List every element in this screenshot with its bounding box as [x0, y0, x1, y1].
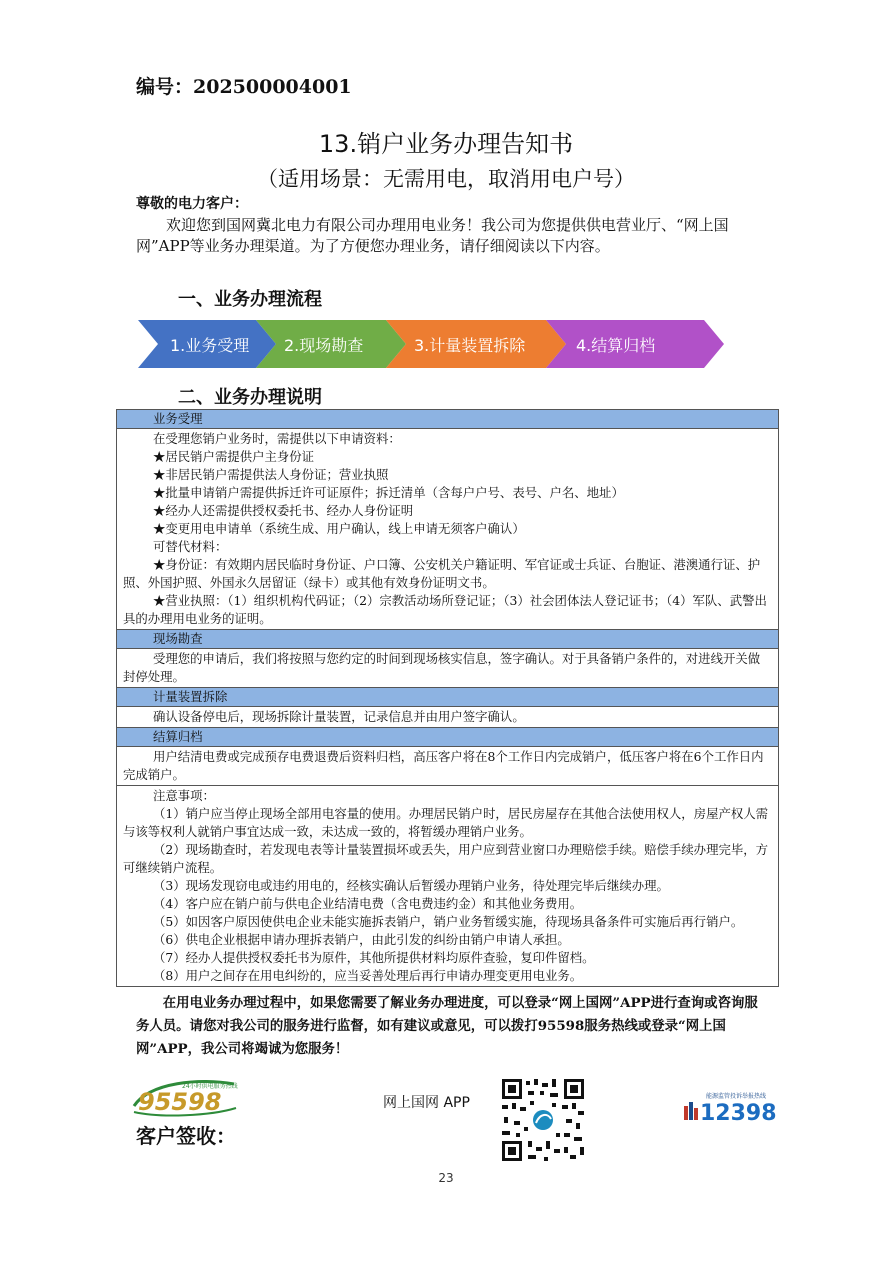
note-item: （1）销户应当停止现场全部用电容量的使用。办理居民销户时，居民房屋存在其他合法使用权人，房屋产权人需与该等权利人就销户事宜达成一致，未达成一致的，将暂缓办理销户业务。: [123, 806, 769, 839]
page-number: 23: [438, 1171, 454, 1185]
hotline-logo-number: 95598: [138, 1088, 222, 1116]
table-body-survey: 受理您的申请后，我们将按照与您约定的时间到现场核实信息，签字确认。对于具备销户条件的，对进线开关做封停处理。: [117, 649, 778, 688]
customer-signature-label: 客户签收：: [136, 1124, 236, 1148]
qr-code-graphic: [500, 1077, 586, 1163]
note-item: （5）如因客户原因使供电企业未能实施拆表销户，销户业务暂缓实施，待现场具备条件可实施后再行销户。: [153, 914, 744, 929]
instructions-table: [116, 409, 779, 987]
table-header-settlement: 结算归档: [117, 728, 778, 747]
acceptance-line: 在受理您销户业务时，需提供以下申请资料：: [153, 431, 401, 446]
note-item: （7）经办人提供授权委托书为原件，其他所提供材料均原件查验，复印件留档。: [153, 950, 595, 965]
note-item: （2）现场勘查时，若发现电表等计量装置损坏或丢失，用户应到营业窗口办理赔偿手续。赔偿手续办理完毕，方可继续销户流程。: [123, 842, 769, 875]
note-item: （4）客户应在销户前与供电企业结清电费（含电费违约金）和其他业务费用。: [153, 896, 583, 911]
acceptance-line: ★居民销户需提供户主身份证: [153, 449, 315, 464]
closing-paragraph: 在用电业务办理过程中，如果您需要了解业务办理进度，可以登录“网上国网”APP进行查询或咨询服务人员。请您对我公司的服务进行监督，如有建议或意见，可以拨打95598服务热线或登录“网上国网”APP，我公司将竭诚为您服务！: [136, 995, 758, 1057]
flow-step-1: 1.业务受理: [170, 336, 250, 355]
page-subtitle: （适用场景：无需用电，取消用电户号）: [257, 167, 635, 191]
table-body-notes: [117, 786, 778, 986]
acceptance-line: ★变更用电申请单（系统生成、用户确认，线上申请无须客户确认）: [153, 521, 525, 536]
acceptance-line: ★批量申请销户需提供拆迁许可证原件；拆迁清单（含每户户号、表号、户名、地址）: [153, 485, 624, 500]
flow-step-3: 3.计量装置拆除: [414, 336, 526, 355]
section-heading-instructions: 二、业务办理说明: [178, 387, 322, 408]
table-header-acceptance: 业务受理: [117, 410, 778, 429]
section-heading-process: 一、业务办理流程: [178, 289, 322, 310]
regulator-12398-logo: [684, 1090, 780, 1126]
regulator-logo-tagline: 能源监管投诉举报热线: [706, 1093, 767, 1100]
process-flow: [138, 320, 728, 368]
flow-step-2: 2.现场勘查: [284, 336, 364, 355]
acceptance-line: ★身份证：有效期内居民临时身份证、户口簿、公安机关户籍证明、军官证或士兵证、台胞证、港澳通行证、护照、外国护照、外国永久居留证（绿卡）或其他有效身份证明文书。: [123, 557, 761, 590]
notes-title: 注意事项：: [153, 788, 215, 803]
intro-paragraph: 欢迎您到国网冀北电力有限公司办理用电业务！我公司为您提供供电营业厅、“网上国网”APP等业务办理渠道。为了方便您办理业务，请仔细阅读以下内容。: [136, 216, 729, 255]
note-item: （6）供电企业根据申请办理拆表销户，由此引发的纠纷由销户申请人承担。: [153, 932, 570, 947]
acceptance-line: ★非居民销户需提供法人身份证；营业执照: [153, 467, 389, 482]
flow-step-4: 4.结算归档: [576, 336, 656, 355]
greeting: 尊敬的电力客户：: [136, 196, 248, 212]
table-header-removal: 计量装置拆除: [117, 688, 778, 707]
acceptance-line: ★经办人还需提供授权委托书、经办人身份证明: [153, 503, 414, 518]
acceptance-line: ★营业执照：（1）组织机构代码证；（2）宗教活动场所登记证；（3）社会团体法人登记证书；（4）军队、武警出具的办理用电业务的证明。: [123, 593, 767, 626]
hotline-logo-tagline: 24小时供电服务热线: [182, 1083, 238, 1090]
regulator-logo-graphic: [684, 1090, 780, 1126]
page-title: 13.销户业务办理告知书: [318, 130, 574, 158]
note-item: （3）现场发现窃电或违约用电的，经核实确认后暂缓办理销户业务，待处理完毕后继续办理。: [153, 878, 669, 893]
app-label: 网上国网 APP: [383, 1095, 470, 1111]
note-item: （8）用户之间存在用电纠纷的，应当妥善处理后再行申请办理变更用电业务。: [153, 968, 583, 983]
acceptance-line: 可替代材料：: [153, 539, 228, 554]
hotline-95598-logo: [130, 1076, 240, 1118]
table-body-acceptance: [117, 429, 778, 630]
table-body-settlement: 用户结清电费或完成预存电费退费后资料归档，高压客户将在8个工作日内完成销户，低压客户将在6个工作日内完成销户。: [117, 747, 778, 786]
document-number: 编号：202500004001: [136, 76, 352, 98]
table-body-removal: 确认设备停电后，现场拆除计量装置，记录信息并由用户签字确认。: [117, 707, 778, 728]
hotline-logo-graphic: [130, 1076, 240, 1118]
regulator-logo-number: 12398: [700, 1101, 777, 1126]
table-header-survey: 现场勘查: [117, 630, 778, 649]
app-qr-code[interactable]: [500, 1077, 586, 1163]
